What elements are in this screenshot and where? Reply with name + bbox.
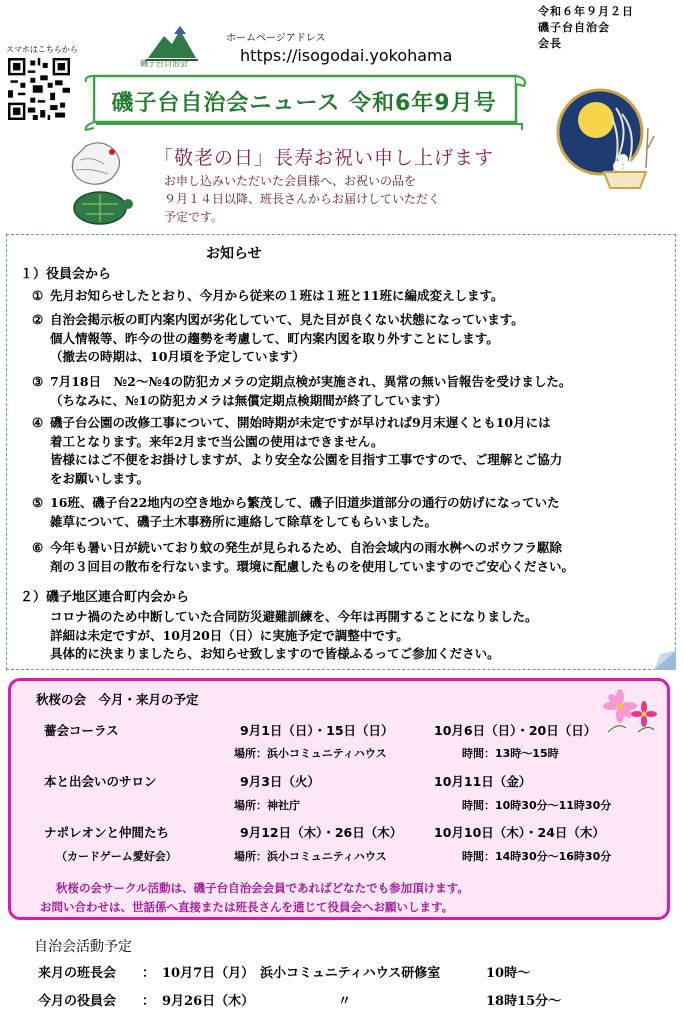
item-line: 7月18日 №2～№4の防犯カメラの定期点検が実施され、異常の無い旨報告を受けました。 bbox=[50, 374, 572, 389]
schedule-date-this-month: 9月12日（木）・26日（木） bbox=[240, 825, 403, 840]
crane-turtle-icon bbox=[62, 138, 140, 230]
issuer-block bbox=[538, 4, 634, 52]
activities-title: 自治会活動予定 bbox=[34, 939, 132, 955]
keiro-message bbox=[164, 172, 440, 226]
item-line: 16班、磯子台22地内の空き地から繁茂して、磯子旧道歩道部分の通行の妨げになっていた bbox=[50, 495, 560, 510]
logo-name: 磯子台自治会 bbox=[140, 59, 188, 68]
schedule-date-next-month: 10月6日（日）・20日（日） bbox=[434, 723, 597, 738]
issue-date: 令和６年９月２日 bbox=[538, 5, 634, 18]
activity-date: 10月7日（月） bbox=[162, 966, 255, 981]
notice-item bbox=[32, 539, 674, 576]
item-line: 磯子台公園の改修工事について、開始時期が未定ですが早ければ9月末遅くとも10月には bbox=[50, 415, 551, 430]
circle-name: 本と出会いのサロン bbox=[44, 774, 157, 789]
schedule-place: 場所：神社庁 bbox=[234, 799, 300, 812]
schedule-date-next-month: 10月11日（金） bbox=[434, 774, 532, 789]
item-line: 剤の３回目の散布を行ないます。環境に配慮したものを使用していますのでご安心ください。 bbox=[50, 558, 575, 574]
issuer-org: 磯子台自治会 bbox=[538, 21, 610, 34]
notice-item bbox=[32, 287, 674, 306]
item-number: ⑥ bbox=[32, 540, 44, 555]
item-line: （撤去の時期は、10月頃を予定しています） bbox=[50, 349, 305, 364]
item-number: ③ bbox=[32, 374, 44, 389]
homepage-url-link[interactable]: https://isogodai.yokohama bbox=[240, 46, 453, 65]
notice-item bbox=[32, 414, 674, 488]
circle-subtitle: （カードゲーム愛好会） bbox=[56, 850, 177, 863]
schedule-place: 場所：浜小コミュニティハウス bbox=[234, 850, 387, 863]
schedule-time: 時間：13時～15時 bbox=[462, 747, 559, 760]
activity-time: 10時～ bbox=[486, 966, 531, 981]
notice-item bbox=[32, 373, 674, 410]
qr-code-icon[interactable] bbox=[8, 58, 70, 120]
akizakura-note: 秋桜の会サークル活動は、磯子台自治会会員であればどなたでも参加頂けます。 bbox=[56, 881, 469, 895]
item-line: 個人情報等、昨今の世の趨勢を考慮して、町内案内図を取り外すことにします。 bbox=[50, 330, 499, 346]
akizakura-title: 秋桜の会 今月・来月の予定 bbox=[36, 692, 199, 707]
activity-time: 18時15分～ bbox=[486, 994, 562, 1009]
keiro-line: ９月１４日以降、班長さんからお届けしていただく bbox=[164, 192, 441, 206]
qr-label: スマホはこちらから bbox=[6, 45, 78, 54]
notice-item bbox=[32, 311, 674, 367]
keiro-line: お申し込みいただいた会員様へ、お祝いの品を bbox=[164, 174, 417, 188]
circle-name: 薔会コーラス bbox=[44, 723, 119, 738]
banner-title: 磯子台自治会ニュース 令和6年9月号 bbox=[111, 91, 497, 116]
item-line: 雑草について、磯子土木事務所に連絡して除草をしてもらいました。 bbox=[50, 513, 438, 529]
item-number: ⑤ bbox=[32, 495, 44, 510]
item-line: 今年も暑い日が続いており蚊の発生が見られるため、自治会域内の雨水桝へのボウフラ駆除 bbox=[50, 540, 563, 555]
item-number: ① bbox=[32, 288, 44, 303]
notice-item bbox=[50, 608, 670, 664]
item-line: 着工となります。来年2月まで当公園の使用はできません。 bbox=[50, 433, 384, 449]
homepage-label: ホームページアドレス bbox=[226, 33, 326, 44]
cosmos-flower-icon bbox=[598, 684, 662, 734]
item-line: をお願いします。 bbox=[50, 470, 150, 486]
keiro-line: 予定です。 bbox=[164, 210, 224, 224]
activity-label: 今月の役員会 bbox=[38, 994, 117, 1009]
schedule-place: 場所：浜小コミュニティハウス bbox=[234, 747, 387, 760]
item-number: ② bbox=[32, 312, 44, 327]
moon-viewing-icon bbox=[556, 88, 656, 196]
section-title: ２）磯子地区連合町内会から bbox=[20, 590, 190, 605]
schedule-date-this-month: 9月3日（火） bbox=[240, 774, 320, 789]
section-title: １）役員会から bbox=[20, 267, 112, 282]
keiro-title: 「敬老の日」長寿お祝い申し上げます bbox=[154, 147, 495, 169]
item-line: コロナ禍のため中断していた合同防災避難訓練を、今年は再開することになりました。 bbox=[50, 609, 538, 624]
circle-name: ナポレオンと仲間たち bbox=[44, 825, 170, 840]
activity-colon: ： bbox=[142, 994, 156, 1009]
issuer-role: 会長 bbox=[538, 37, 562, 50]
notice-heading: お知らせ bbox=[206, 246, 262, 262]
news-banner bbox=[82, 72, 528, 134]
schedule-time: 時間：10時30分～11時30分 bbox=[462, 799, 612, 812]
activity-place: 〃 bbox=[338, 994, 352, 1009]
item-number: ④ bbox=[32, 415, 44, 430]
item-line: 自治会掲示板の町内案内図が劣化していて、見た目が良くない状態になっています。 bbox=[50, 312, 524, 327]
item-line: 皆様にはご不便をお掛けしますが、より安全な公園を目指す工事ですので、ご理解とご協力 bbox=[50, 452, 563, 467]
akizakura-note: お問い合わせは、世話係へ直接または班長さんを通じて役員会へお願いします。 bbox=[40, 900, 454, 914]
notice-item bbox=[32, 494, 674, 531]
activity-place: 浜小コミュニティハウス研修室 bbox=[260, 966, 441, 981]
schedule-time: 時間：14時30分～16時30分 bbox=[462, 850, 612, 863]
item-line: 具体的に決まりましたら、お知らせ致しますので皆様ふるってご参加ください。 bbox=[50, 646, 500, 661]
schedule-date-next-month: 10月10日（木）・24日（木） bbox=[434, 825, 605, 840]
item-line: （ちなみに、№1の防犯カメラは無償定期点検期間が終了しています） bbox=[50, 392, 448, 408]
activity-date: 9月26日（木） bbox=[162, 994, 255, 1009]
activity-colon: ： bbox=[142, 966, 156, 981]
item-line: 先月お知らせしたとおり、今月から従来の１班は１班と11班に編成変えします。 bbox=[50, 288, 504, 303]
activity-label: 来月の班長会 bbox=[38, 966, 117, 981]
schedule-date-this-month: 9月1日（日）・15日（日） bbox=[240, 723, 394, 738]
item-line: 詳細は未定ですが、10月20日（日）に実施予定で調整中です。 bbox=[50, 627, 409, 643]
